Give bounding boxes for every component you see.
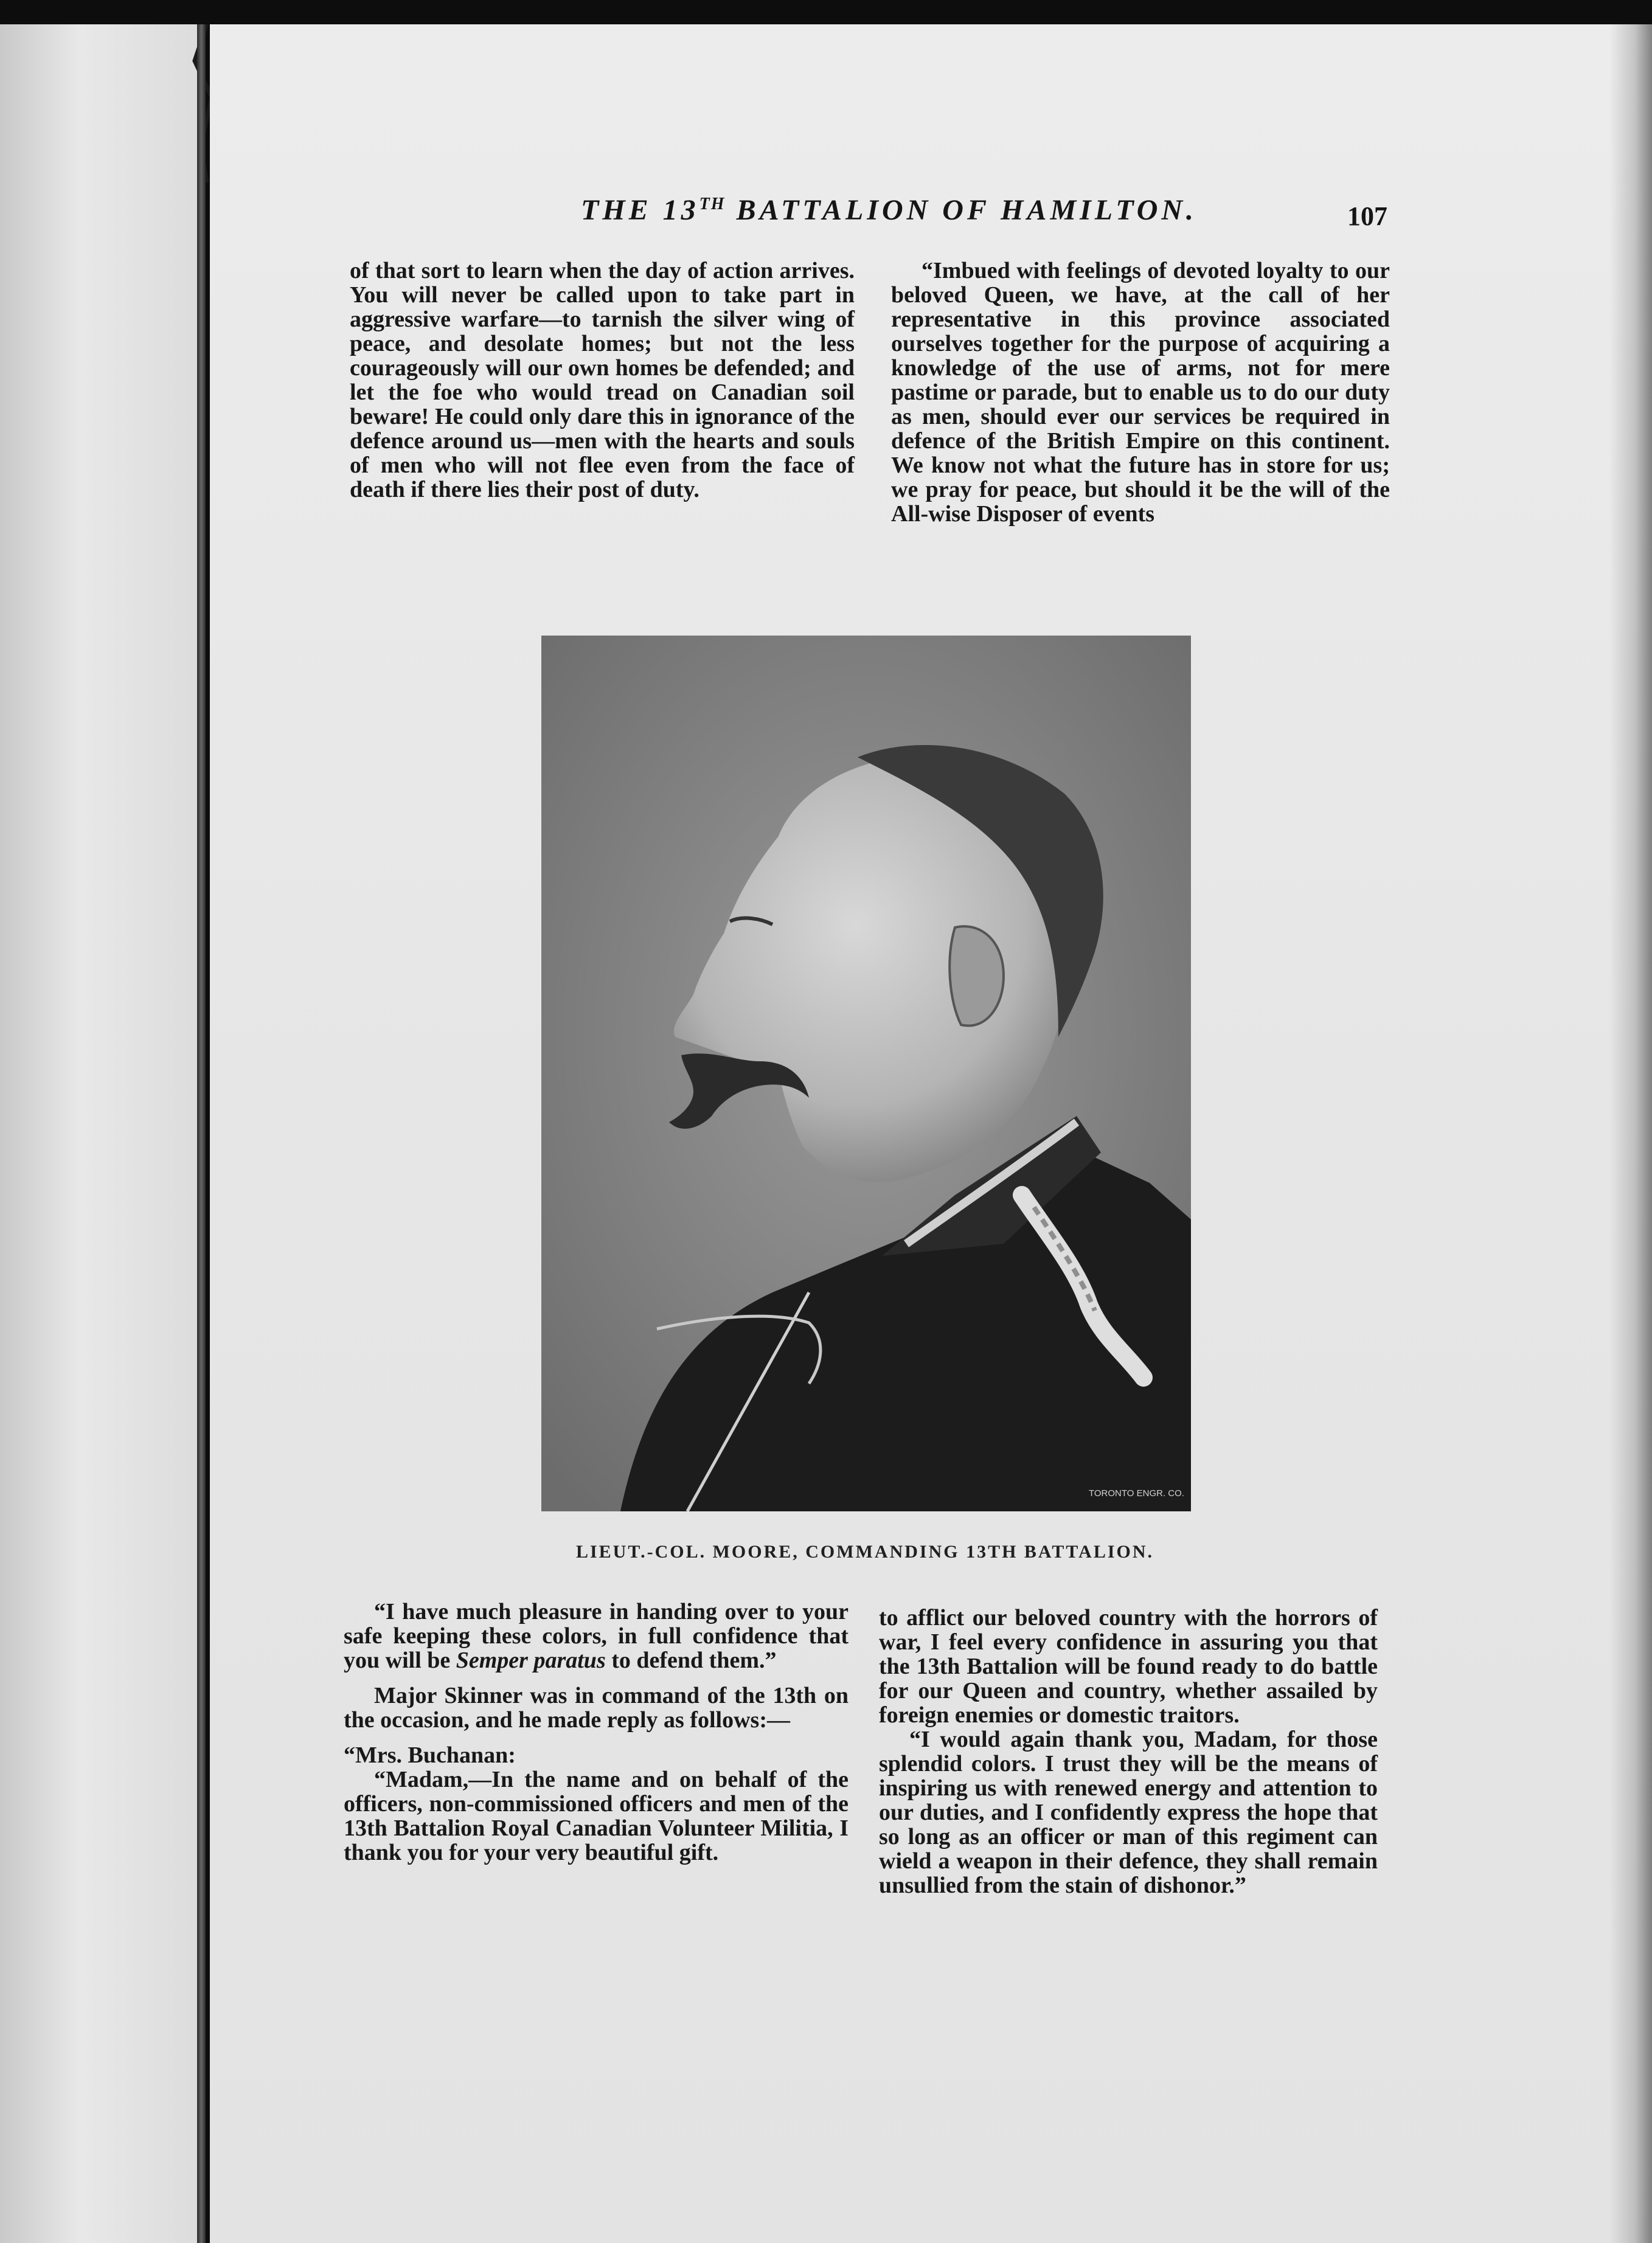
paragraph: Major Skinner was in command of the 13th on the occasion, and he made reply as follows:— (344, 1683, 849, 1733)
running-head-title: THE 13 (581, 194, 699, 226)
column-top-left (350, 258, 855, 502)
engraver-imprint: TORONTO ENGR. CO. (1089, 1488, 1184, 1499)
portrait-caption: LIEUT.-COL. MOORE, COMMANDING 13TH BATTALION. (575, 1542, 1154, 1562)
paragraph: to afflict our beloved country with the horrors of war, I feel every confidence in assuring you that the 13th Battalion will be found ready to do battle for our Queen and country, whether assailed by foreign enemies or domestic traitors. (879, 1605, 1378, 1728)
paragraph: “I would again thank you, Madam, for those splendid colors. I trust they will be the means of inspiring us with renewed energy and attention to our duties, and I confidently express the hope that so long as an officer or man of this regiment can wield a weapon in their defence, they shall remain unsullied from the stain of dishonor.” (879, 1727, 1378, 1898)
column-top-right (891, 258, 1390, 526)
salutation: “Mrs. Buchanan: (344, 1742, 516, 1768)
paragraph: “Madam,—In the name and on behalf of the officers, non-commissioned officers and men of the 13th Battalion Royal Canadian Volunteer Militia, I thank you for your very beautiful gift. (344, 1767, 849, 1865)
quote-paragraph (344, 1600, 849, 1673)
running-head (581, 193, 1198, 227)
portrait-engraving (541, 636, 1191, 1511)
quote-text-end: to defend them.” (605, 1648, 777, 1673)
quote-text: “I have much pleasure in handing over to your safe keeping these colors, in full confidence that you will be (344, 1599, 849, 1673)
page-number: 107 (1347, 201, 1387, 231)
page-edge-shadow (1609, 24, 1652, 2243)
column-bottom-right (879, 1606, 1378, 1898)
quote-italic-text: Semper paratus (456, 1648, 606, 1673)
paragraph: “Imbued with feelings of devoted loyalty to our beloved Queen, we have, at the call of her representative in this province associated ourselves together for the purpose of acquiring a knowledge of the use of arms, not for mere pastime or parade, but to enable us to do our duty as men, should ever our services be required in defence of the British Empire on this continent. We know not what the future has in store for us; we pray for peace, but should it be the will of the All-wise Disposer of events (891, 258, 1390, 527)
running-head-superscript: TH (699, 195, 726, 213)
running-head-title-rest: BATTALION OF HAMILTON. (725, 194, 1198, 226)
paragraph: of that sort to learn when the day of action arrives. You will never be called upon to take part in aggressive warfare—to tarnish the silver wing of peace, and desolate homes; but not the less courageously will our own homes be defended; and let the foe who would tread on Canadian soil beware! He could only dare this in ignorance of the defence around us—men with the hearts and souls of men who will not flee even from the face of death if there lies their post of duty. (350, 258, 855, 502)
portrait-photograph (541, 636, 1191, 1511)
previous-page-edge (0, 24, 201, 2243)
column-bottom-left (344, 1600, 849, 1865)
